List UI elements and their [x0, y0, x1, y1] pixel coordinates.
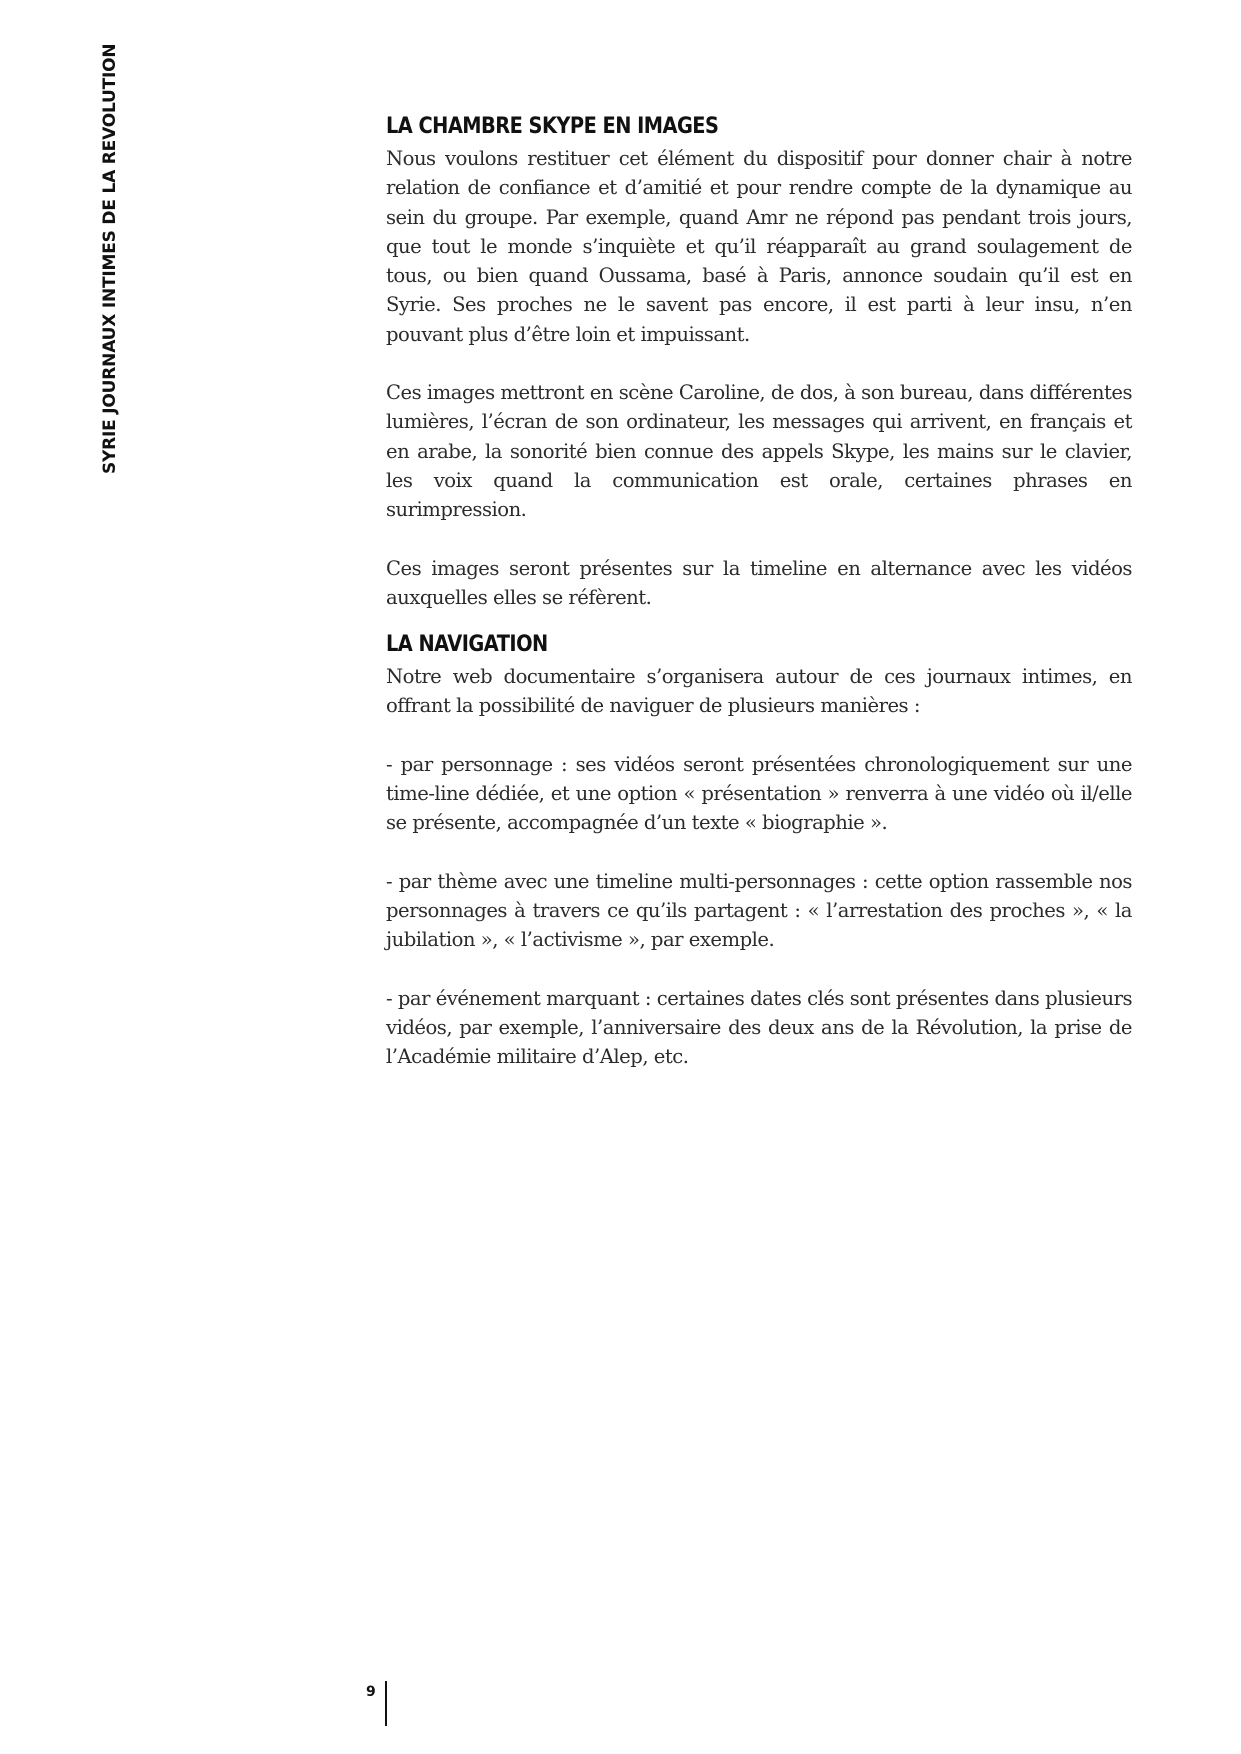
running-header: SYRIE JOURNAUX INTIMES DE LA REVOLUTION [100, 43, 120, 474]
paragraph: - par thème avec une timeline multi-personnages : cette option rassemble nos personnages à travers ce qu’ils partagent : « l’arrestation des proches », « la jubilation », « l’activisme », par exemple. [386, 869, 1132, 952]
paragraph: Notre web documentaire s’organisera autour de ces journaux intimes, en offrant la possibilité de naviguer de plusieurs manières : [386, 665, 1132, 718]
paragraph: Ces images seront présentes sur la timeline en alternance avec les vidéos auxquelles elles se réfèrent. [386, 556, 1132, 609]
paragraph: - par événement marquant : certaines dates clés sont présentes dans plusieurs vidéos, par exemple, l’anniversaire des deux ans de la Révolution, la prise de l’Académie militaire d’Alep, etc. [386, 986, 1132, 1069]
page-number: 9 [366, 1684, 376, 1700]
paragraph: Ces images mettront en scène Caroline, de dos, à son bureau, dans différentes lumières, l’écran de son ordinateur, les messages qui arrivent, en français et en arabe, la sonorité bien connue des appels Skype, les mains sur le clavier, les voix quand la communication est orale, certaines phrases en surimpression. [386, 381, 1132, 522]
page-body [386, 114, 1132, 1100]
page-number-rule [385, 1681, 387, 1726]
paragraph: - par personnage : ses vidéos seront présentées chronologiquement sur une time-line dédiée, et une option « présentation » renverra à une vidéo où il/elle se présente, accompagnée d’un texte « biographie ». [386, 752, 1132, 835]
section-navigation [386, 632, 1132, 1071]
section-heading: LA CHAMBRE SKYPE EN IMAGES [386, 114, 719, 139]
paragraph: Nous voulons restituer cet élément du dispositif pour donner chair à notre relation de confiance et d’amitié et pour rendre compte de la dynamique au sein du groupe. Par exemple, quand Amr ne répond pas pendant trois jours, que tout le monde s’inquiète et qu’il réapparaît au grand soulagement de tous, ou bien quand Oussama, basé à Paris, annonce soudain qu’il est en Syrie. Ses proches ne le savent pas encore, il est parti à leur insu, n’en pouvant plus d’être loin et impuissant. [386, 147, 1132, 346]
section-heading: LA NAVIGATION [386, 632, 548, 658]
section-chambre-skype [386, 114, 1132, 612]
